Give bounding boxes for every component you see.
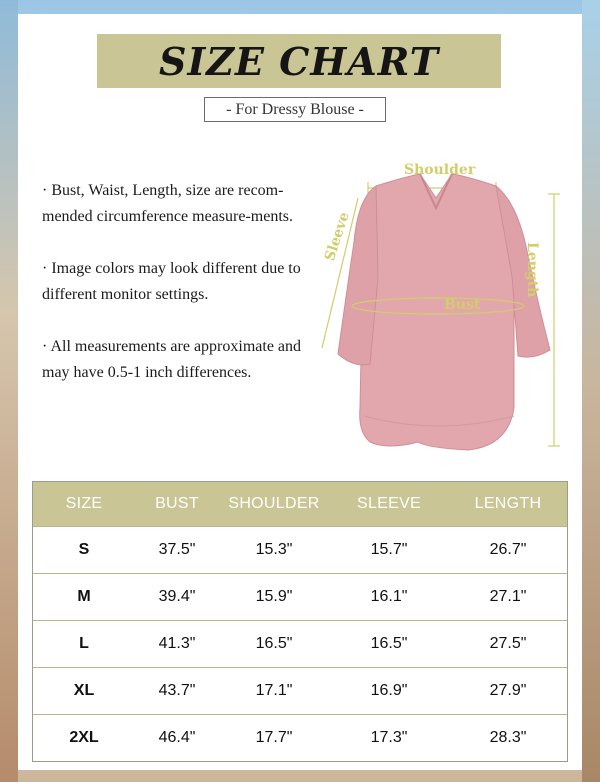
header-size: SIZE [65,495,103,512]
subtitle: - For Dressy Blouse - [204,97,386,122]
length-cell: 27.9" [489,682,527,699]
header-length: LENGTH [474,495,542,512]
shoulder-cell: 17.1" [255,682,293,699]
sleeve-cell: 15.7" [370,541,408,558]
shoulder-cell: 15.9" [255,588,293,605]
length-label: Length [524,242,540,298]
bust-cell: 41.3" [158,635,196,652]
note-item: · Image colors may look different due to different monitor settings. [42,260,301,303]
table-header-row [33,482,567,526]
size-cell: 2XL [69,729,99,746]
table-row [33,526,567,573]
shoulder-label: Shoulder [404,162,476,178]
table-row [33,573,567,620]
header-shoulder: SHOULDER [228,495,320,512]
table-row [33,714,567,761]
bust-cell: 37.5" [158,541,196,558]
table-row [33,667,567,714]
length-cell: 28.3" [489,729,527,746]
shoulder-cell: 16.5" [255,635,293,652]
sleeve-label: Sleeve [322,210,353,263]
bust-cell: 39.4" [158,588,196,605]
header-bust: BUST [155,495,199,512]
title-bar [97,34,501,88]
bust-label: Bust [444,297,481,313]
page-title: SIZE CHART [159,38,439,84]
length-cell: 27.5" [489,635,527,652]
size-cell: M [77,588,91,605]
sleeve-cell: 16.5" [370,635,408,652]
length-cell: 27.1" [489,588,527,605]
header-sleeve: SLEEVE [356,495,422,512]
background-right [582,0,600,782]
note-item: · Bust, Waist, Length, size are recom-mended circumference measure-ments. [42,182,293,225]
sleeve-cell: 16.1" [370,588,408,605]
background-left [0,0,18,782]
sleeve-cell: 16.9" [370,682,408,699]
note-item: · All measurements are approximate and may have 0.5-1 inch differences. [42,338,302,381]
notes-list [42,178,328,412]
shoulder-cell: 15.3" [255,541,293,558]
blouse-diagram [318,146,570,468]
size-cell: L [79,635,89,652]
sleeve-cell: 17.3" [370,729,408,746]
size-chart-card [18,14,582,770]
length-cell: 26.7" [489,541,527,558]
size-cell: XL [73,682,95,699]
shoulder-cell: 17.7" [255,729,293,746]
bust-cell: 46.4" [158,729,196,746]
bust-cell: 43.7" [158,682,196,699]
size-cell: S [78,541,90,558]
table-row [33,620,567,667]
size-table [32,481,568,762]
